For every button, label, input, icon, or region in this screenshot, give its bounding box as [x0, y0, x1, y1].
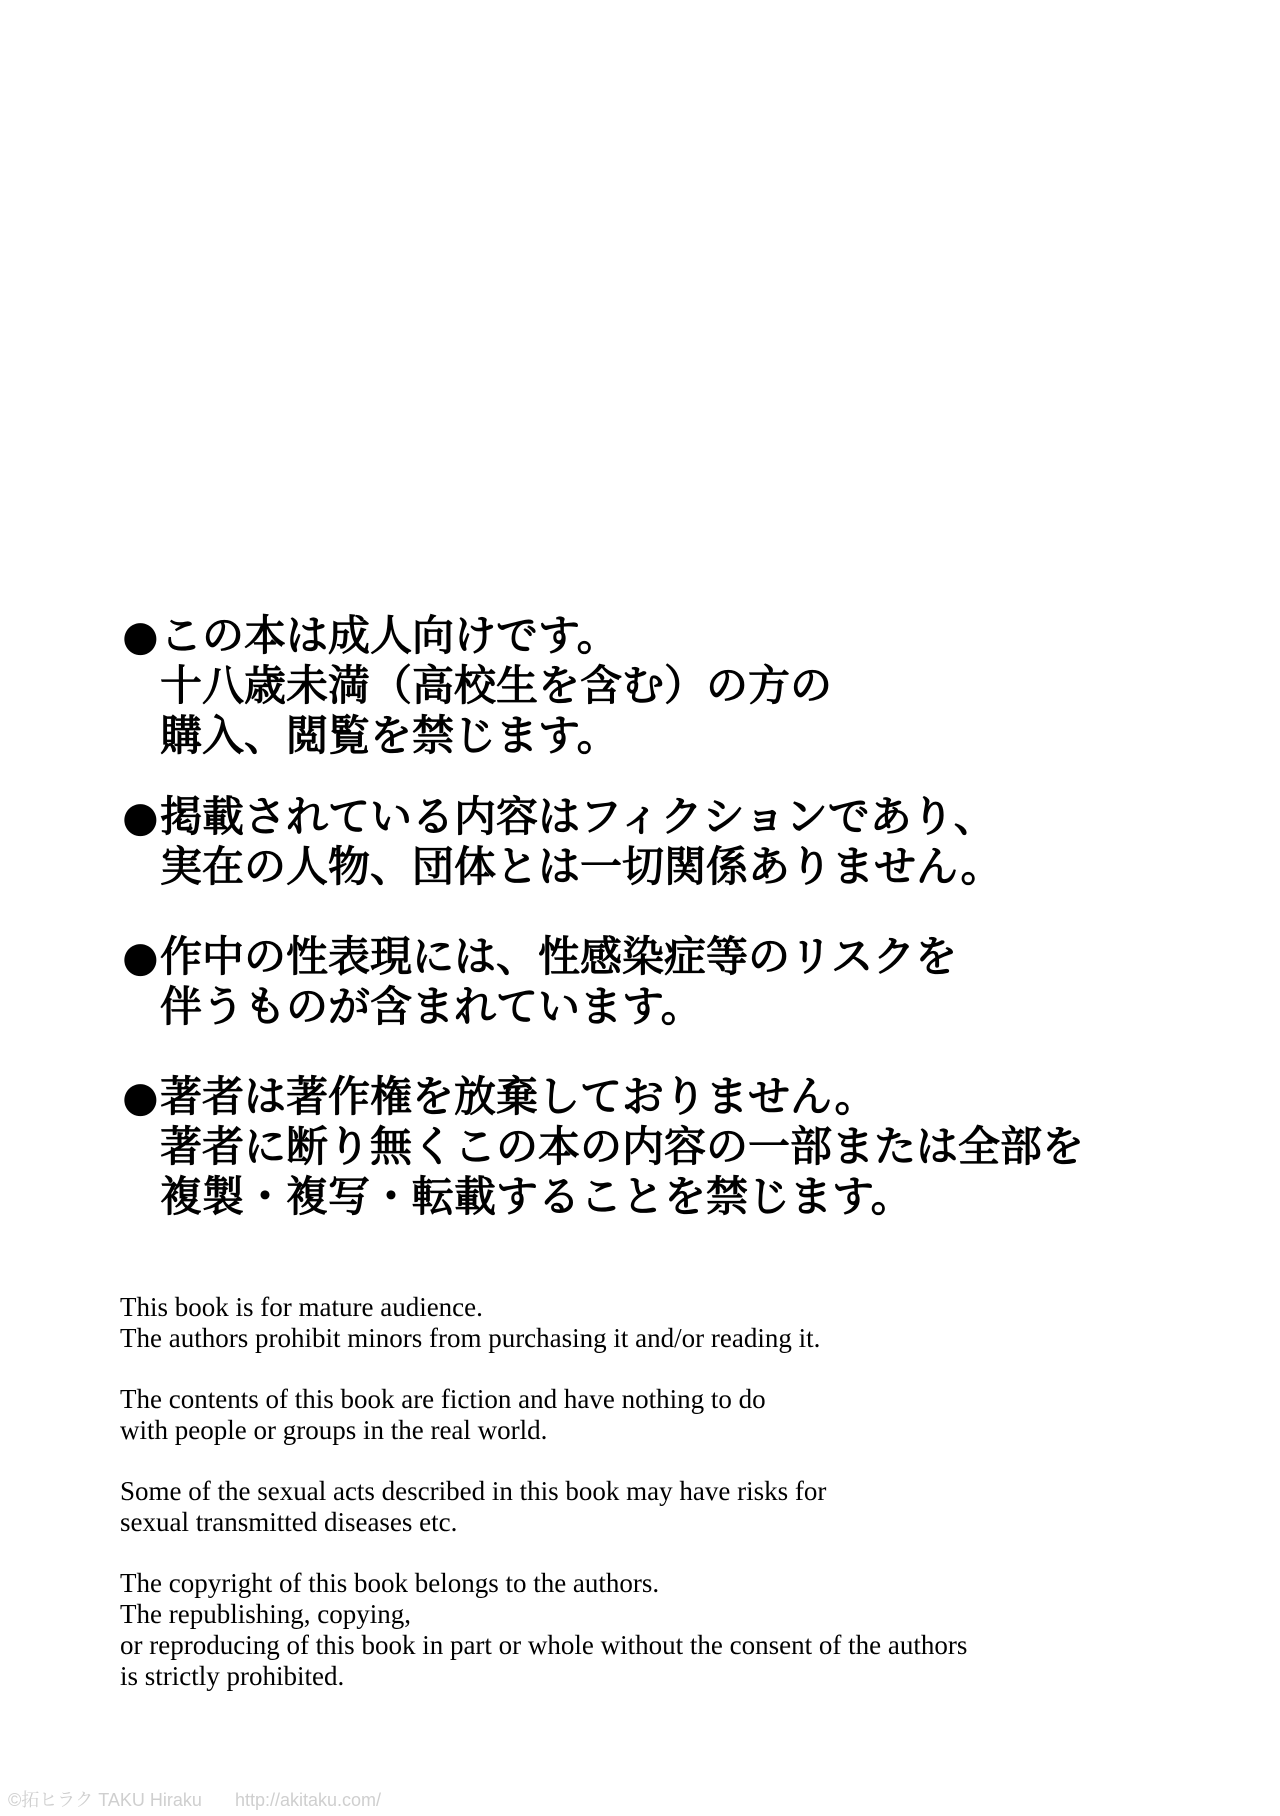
bullet-icon: ● — [122, 932, 159, 981]
bullet-icon: ● — [122, 792, 159, 841]
bullet-icon: ● — [122, 1072, 159, 1121]
notice-jp-4-line-1: 著者は著作権を放棄しておりません。 — [160, 1072, 877, 1121]
notice-jp-1-line-2: 十八歳未満（高校生を含む）の方の — [160, 661, 833, 710]
notice-jp-4-line-2: 著者に断り無くこの本の内容の一部または全部を — [160, 1122, 1085, 1171]
notice-jp-2 — [122, 792, 1222, 892]
notice-en-2-line-1: The contents of this book are fiction and have nothing to do — [120, 1384, 766, 1414]
notice-en-3-line-2: sexual transmitted diseases etc. — [120, 1507, 458, 1537]
notice-en-4-line-2: The republishing, copying, — [120, 1599, 411, 1629]
notice-jp-4-line-3: 複製・複写・転載することを禁じます。 — [160, 1172, 913, 1221]
notice-en-2 — [120, 1384, 1240, 1446]
notice-en-4-line-4: is strictly prohibited. — [120, 1661, 345, 1691]
notice-jp-2-line-2: 実在の人物、団体とは一切関係ありません。 — [160, 842, 1003, 891]
notice-en-2-line-2: with people or groups in the real world. — [120, 1415, 548, 1445]
notice-en-1-line-2: The authors prohibit minors from purchasing it and/or reading it. — [120, 1323, 821, 1353]
notice-jp-1-line-3: 購入、閲覧を禁じます。 — [160, 711, 619, 760]
notice-jp-4 — [122, 1072, 1222, 1222]
notice-en-4-line-1: The copyright of this book belongs to the authors. — [120, 1568, 660, 1598]
notice-en-3-line-1: Some of the sexual acts described in this book may have risks for — [120, 1476, 827, 1506]
notice-jp-1-line-1: この本は成人向けです。 — [160, 611, 619, 660]
watermark — [8, 1786, 381, 1812]
notice-jp-2-line-1: 掲載されている内容はフィクションであり、 — [160, 792, 996, 841]
watermark-credit: ©拓ヒラク TAKU Hiraku — [8, 1790, 202, 1810]
notice-en-1-line-1: This book is for mature audience. — [120, 1292, 483, 1322]
notice-en-1 — [120, 1292, 1240, 1354]
notice-en-4-line-3: or reproducing of this book in part or whole without the consent of the authors — [120, 1630, 968, 1660]
notice-en-3 — [120, 1476, 1240, 1538]
bullet-icon: ● — [122, 611, 159, 660]
watermark-url: http://akitaku.com/ — [234, 1790, 382, 1810]
notice-jp-3-line-2: 伴うものが含まれています。 — [160, 982, 703, 1031]
notice-jp-3 — [122, 932, 1222, 1032]
notice-jp-3-line-1: 作中の性表現には、性感染症等のリスクを — [160, 932, 958, 981]
notice-jp-1 — [122, 611, 1222, 761]
notice-en-4 — [120, 1568, 1240, 1692]
